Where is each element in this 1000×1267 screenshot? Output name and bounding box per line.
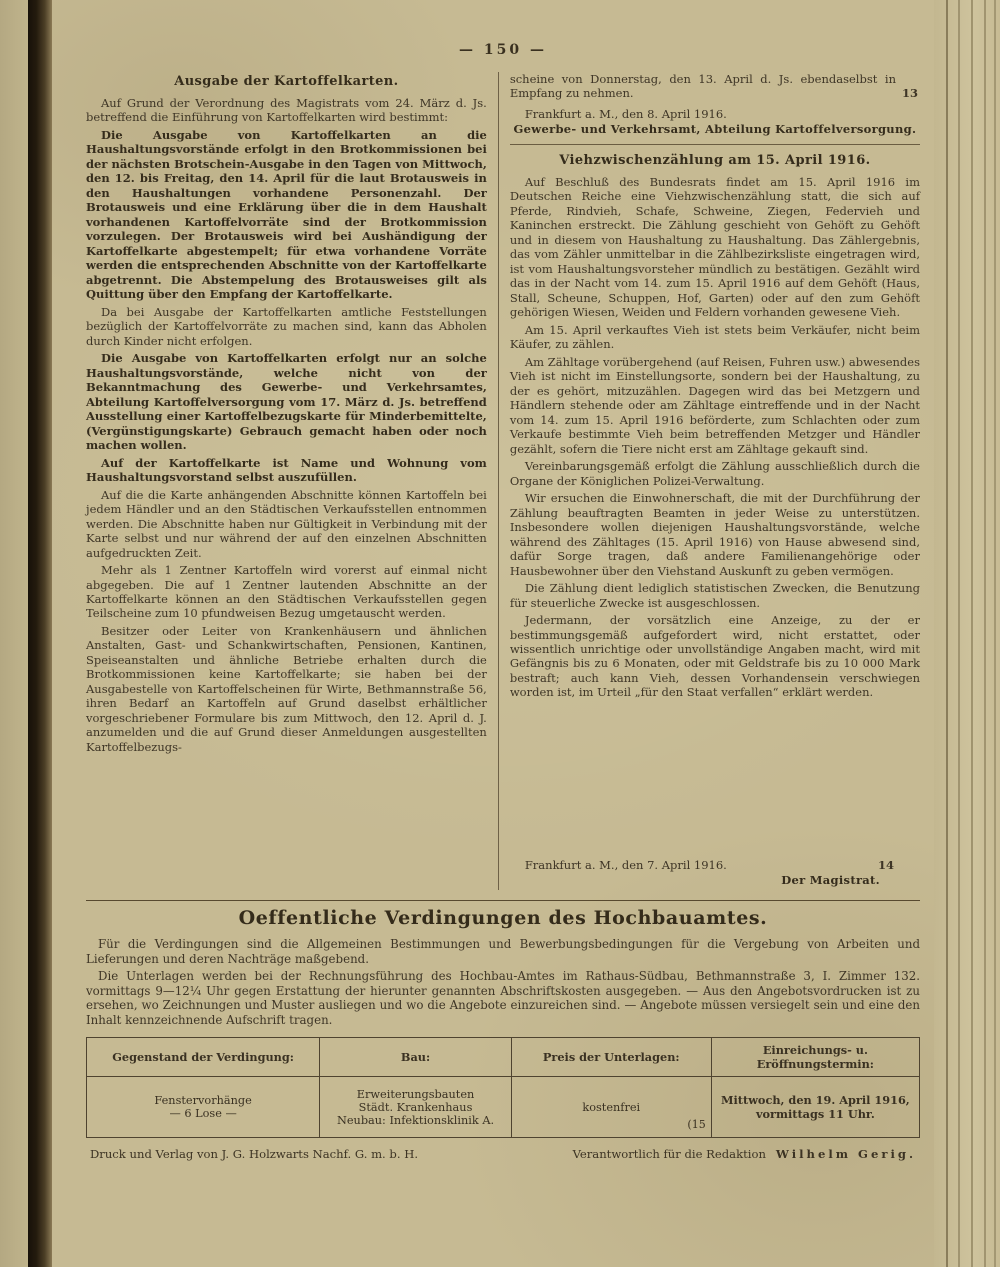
table-header-bau: Bau: (320, 1038, 512, 1077)
table-header-row (87, 1038, 920, 1077)
paper-left-margin (0, 0, 28, 1267)
paragraph: Auf Beschluß des Bundesrats findet am 15. April 1916 im Deutschen Reiche eine Viehzwischenzählung statt, die sich auf Pferde, Rindvieh, Schafe, Schweine, Ziegen, Federvieh und Kaninchen erstreckt. Die Zählung geschieht von Gehöft zu Gehöft und in diesem von Haushaltung zu Haushaltung. Das Zählergebnis, das vom Zähler unmittelbar in die Zählbezirksliste eingetragen wird, ist vom Haushaltungsvorsteher mündlich zu bestätigen. Gezählt wird das in der Nacht vom 14. zum 15. April 1916 auf dem Gehöft (Haus, Stall, Scheune, Schuppen, Hof, Garten) oder auf den zum Gehöft gehörigen Wiesen, Weiden und Feldern vorhanden gewesene Vieh. (509, 174, 920, 320)
page-number: — 150 — (459, 42, 547, 58)
article-heading-kartoffelkarten: Ausgabe der Kartoffelkarten. (174, 74, 399, 89)
page-body (52, 0, 934, 1267)
table-header-preis: Preis der Unterlagen: (511, 1038, 711, 1077)
paragraph: Für die Verdingungen sind die Allgemeinen Bestimmungen und Bewerbungsbedingungen für die Vergebung von Arbeiten und Lieferungen und deren Nachträge maßgebend. (86, 937, 920, 966)
announcement-ref-number: (15 (687, 1118, 706, 1132)
paragraph: Vereinbarungsgemäß erfolgt die Zählung ausschließlich durch die Organe der Königlichen Polizei-Verwaltung. (509, 459, 920, 488)
table-cell-preis: kostenfrei (15 (511, 1077, 711, 1138)
paper-right-edges (934, 0, 1000, 1267)
dateline: Frankfurt a. M., den 8. April 1916. (524, 106, 727, 121)
paragraph: Da bei Ausgabe der Kartoffelkarten amtliche Feststellungen bezüglich der Kartoffelvorräte zu machen sind, kann das Abholen durch Kinder nicht erfolgen. (86, 304, 487, 348)
continuation-text: scheine von Donnerstag, den 13. April d. Js. ebendaselbst in Empfang zu nehmen. (509, 72, 896, 101)
table-cell-gegenstand: Fenstervorhänge — 6 Lose — (87, 1077, 320, 1138)
paragraph: Am Zähltage vorübergehend (auf Reisen, Fuhren usw.) abwesendes Vieh ist nicht im Einstellungsorte, sondern bei der Haushaltung, zu der es gehört, mitzuzählen. Dagegen wird das bei Metzgern und Händlern stehende oder am Zähltage eintreffende und in der Nacht vom 14. zum 15. April 1916 beförderte, zum Schlachten oder zum Verkaufe bestimmte Vieh beim betreffenden Metzger und Händler gezählt, sofern die Tiere nicht erst am Zähltage gekauft sind. (509, 354, 920, 456)
table-row (87, 1077, 920, 1138)
paragraph: Besitzer oder Leiter von Krankenhäusern und ähnlichen Anstalten, Gast- und Schankwirtschaften, Pensionen, Kantinen, Speiseanstalten und ähnliche Betriebe erhalten durch die Brotkommissionen keine Kartoffelkarte; sie haben bei der Ausgabestelle von Kartoffelscheinen für Wirte, Bethmannstraße 56, ihren Bedarf an Kartoffeln auf Grund daselbst erhältlicher vorgeschriebener Formulare bis zum Mittwoch, den 12. April d. J. anzumelden und die auf Grund dieser Anmeldungen ausgestellten Kartoffelbezugs- (86, 623, 487, 754)
bottom-section-rule (86, 900, 920, 901)
announcement-ref-number: 14 (877, 858, 894, 872)
two-column-layout (86, 72, 920, 890)
paragraph: Am 15. April verkauftes Vieh ist stets beim Verkäufer, nicht beim Käufer, zu zählen. (509, 322, 920, 352)
paragraph: Die Zählung dient lediglich statistischen Zwecken, die Benutzung für steuerliche Zwecke ist ausgeschlossen. (509, 581, 920, 610)
paper-edge-line (994, 0, 996, 1267)
signature-magistrat: Der Magistrat. (781, 873, 880, 887)
announcement-heading-verdingungen: Oeffentliche Verdingungen des Hochbauamtes. (238, 907, 768, 929)
continuation-paragraph (510, 72, 920, 101)
imprint-publisher: Druck und Verlag von J. G. Holzwarts Nachf. G. m. b. H. (90, 1147, 419, 1162)
paper-edge-line (984, 0, 986, 1267)
page-content (52, 0, 934, 1161)
paper-edge-line (958, 0, 960, 1267)
binding-shadow (28, 0, 52, 1267)
paragraph: Jedermann, der vorsätzlich eine Anzeige, zu der er bestimmungsgemäß aufgefordert wird, nicht erstattet, oder wissentlich unrichtige oder unvollständige Angaben macht, wird mit Gefängnis bis zu 6 Monaten, oder mit Geldstrafe bis zu 10 000 Mark bestraft; auch kann Vieh, dessen Vorhandensein verschwiegen worden ist, im Urteil „für den Staat verfallen“ erklärt werden. (509, 613, 920, 700)
paragraph: Auf Grund der Verordnung des Magistrats vom 24. März d. Js. betreffend die Einführung von Kartoffelkarten wird bestimmt: (86, 96, 487, 125)
signature-gewerbeamt: Gewerbe- und Verkehrsamt, Abteilung Kartoffelversorgung. (513, 121, 917, 136)
imprint-footer (86, 1147, 920, 1161)
imprint-responsible: Verantwortlich für die Redaktion (572, 1147, 766, 1162)
table-cell-termin: Mittwoch, den 19. April 1916, vormittags 11 Uhr. (711, 1077, 919, 1138)
paragraph: Mehr als 1 Zentner Kartoffeln wird vorerst auf einmal nicht abgegeben. Die auf 1 Zentner lautenden Abschnitte an der Kartoffelkarte können an den Städtischen Verkaufsstellen gegen Teilscheine zum 10 pfundweisen Bezug umgetauscht werden. (86, 563, 487, 621)
paragraph: Die Ausgabe von Kartoffelkarten erfolgt nur an solche Haushaltungsvorstände, welche nicht von der Bekanntmachung des Gewerbe- und Verkehrsamtes, Abteilung Kartoffelversorgung vom 17. März d. Js. betreffend Ausstellung einer Kartoffelbezugskarte für Minderbemittelte, (Vergünstigungskarte) Gebrauch gemacht haben oder noch machen wollen. (86, 351, 487, 453)
dateline: Frankfurt a. M., den 7. April 1916. 14 (510, 858, 920, 872)
paragraph: Auf der Kartoffelkarte ist Name und Wohnung vom Haushaltungsvorstand selbst auszufüllen. (86, 455, 487, 485)
paragraph: Die Unterlagen werden bei der Rechnungsführung des Hochbau-Amtes im Rathaus-Südbau, Bethmannstraße 3, I. Zimmer 132. vormittags 9—12¼ Uhr gegen Erstattung der hierunter genannten Abschriftskosten ausgegeben. — Aus den Angebotsvordrucken ist zu ersehen, wo Zeichnungen und Muster ausliegen und wo die Angebote einzureichen sind. — Angebote müssen versiegelt sein und eine den Inhalt kennzeichnende Aufschrift tragen. (86, 968, 920, 1028)
right-column (499, 72, 920, 890)
paragraph: Die Ausgabe von Kartoffelkarten an die Haushaltungsvorstände erfolgt in den Brotkommissionen bei der nächsten Brotschein-Ausgabe in den Tagen von Mittwoch, den 12. bis Freitag, den 14. April für die laut Brotausweis in den Haushaltungen vorhandene Personenzahl. Der Brotausweis und eine Erklärung über die in dem Haushalt vorhandenen Kartoffelvorräte sind der Brotkommission vorzulegen. Der Brotausweis wird bei Aushändigung der Kartoffelkarte abgestempelt; für etwa vorhandene Vorräte werden die entsprechenden Abschnitte von der Kartoffelkarte abgetrennt. Die Abstempelung des Brotausweises gilt als Quittung über den Empfang der Kartoffelkarte. (86, 127, 487, 302)
article-heading-viehzaehlung: Viehzwischenzählung am 15. April 1916. (559, 152, 871, 168)
table-header-termin: Einreichungs- u. Eröffnungstermin: (711, 1038, 919, 1077)
paragraph: Wir ersuchen die Einwohnerschaft, die mit der Durchführung der Zählung beauftragten Beamten in jeder Weise zu unterstützen. Insbesondere wollen diejenigen Haushaltungsvorstände, welche während des Zähltages (15. April 1916) von Hause abwesend sind, dafür Sorge tragen, daß andere Familienangehörige oder Hausbewohner über den Viehstand Auskunft zu geben vermögen. (509, 491, 920, 578)
table-cell-bau: Erweiterungsbauten Städt. Krankenhaus Neubau: Infektionsklinik A. (320, 1077, 512, 1138)
imprint-editor-name: Wilhelm Gerig. (775, 1147, 916, 1162)
paragraph: Auf die die Karte anhängenden Abschnitte können Kartoffeln bei jedem Händler und an den Städtischen Verkaufsstellen entnommen werden. Die Abschnitte haben nur Gültigkeit in Verbindung mit der Karte selbst und nur während der auf den einzelnen Abschnitten aufgedruckten Zeit. (86, 487, 487, 560)
verdingungen-section (86, 907, 920, 1161)
announcement-ref-number: 13 (901, 86, 918, 101)
table-header-gegenstand: Gegenstand der Verdingung: (87, 1038, 320, 1077)
section-separator (510, 144, 920, 145)
closing-block (510, 855, 920, 890)
left-column (86, 72, 499, 890)
paper-edge-line (946, 0, 948, 1267)
tender-table (86, 1037, 920, 1138)
paper-edge-line (971, 0, 973, 1267)
